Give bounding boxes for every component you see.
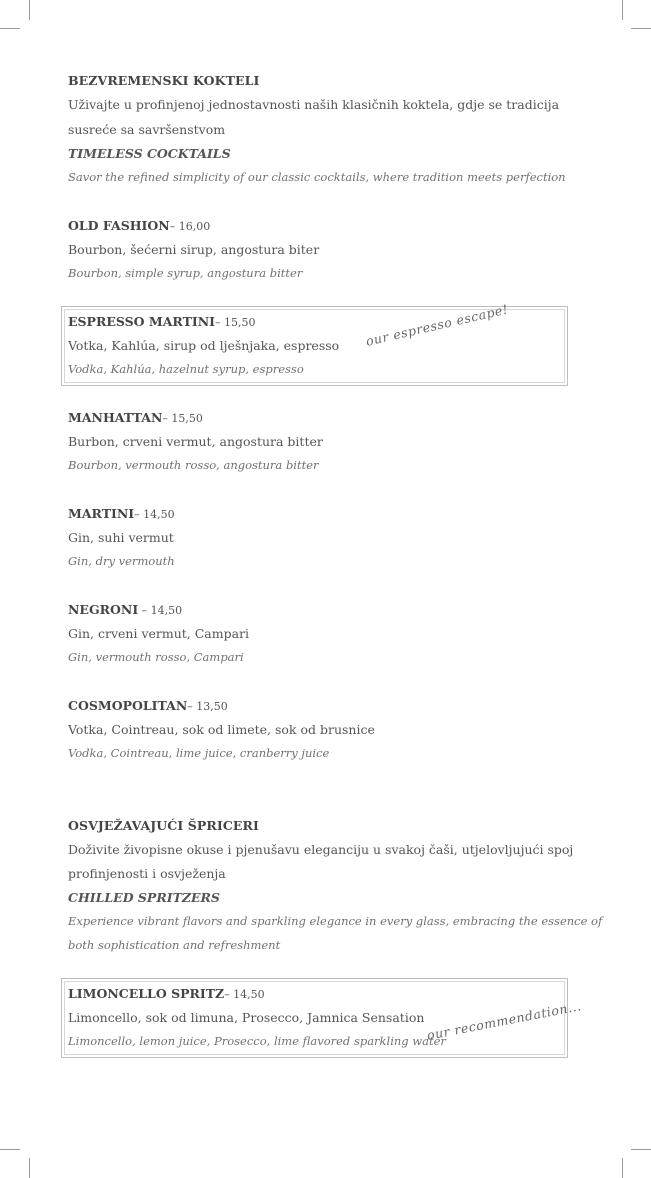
section-description: profinjenosti i osvježenja (68, 866, 226, 881)
item-name: ESPRESSO MARTINI (68, 314, 216, 329)
item-ingredients-en: Limoncello, lemon juice, Prosecco, lime flavored sparkling water (68, 1034, 446, 1048)
item-price: – 16,00 (169, 220, 211, 233)
crop-mark-bottom-right-v (622, 1158, 623, 1178)
item-name: MARTINI (68, 506, 135, 521)
crop-mark-bottom-left-v (29, 1158, 30, 1178)
section-description-en: both sophistication and refreshment (68, 938, 281, 952)
item-price: – 14,50 (138, 604, 183, 617)
item-name: LIMONCELLO SPRITZ (68, 986, 225, 1001)
item-ingredients: Limoncello, sok od limuna, Prosecco, Jamnica Sensation (68, 1010, 425, 1025)
item-ingredients-en: Bourbon, vermouth rosso, angostura bitter (68, 458, 319, 472)
crop-mark-top-right-h (631, 28, 651, 29)
item-price: – 14,50 (224, 988, 265, 1001)
item-ingredients: Votka, Kahlúa, sirup od lješnjaka, espresso (68, 338, 340, 353)
item-ingredients-en: Gin, dry vermouth (68, 554, 175, 568)
crop-mark-top-right-v (622, 0, 623, 20)
section-title-en: CHILLED SPRITZERS (68, 890, 220, 905)
item-ingredients-en: Bourbon, simple syrup, angostura bitter (68, 266, 303, 280)
item-name: OLD FASHION (68, 218, 170, 233)
item-ingredients: Bourbon, šećerni sirup, angostura biter (68, 242, 320, 257)
crop-mark-bottom-right-h (631, 1149, 651, 1150)
item-note: our recommendation... (425, 998, 583, 1043)
section-description-en: Savor the refined simplicity of our classic cocktails, where tradition meets perfection (68, 170, 566, 184)
section-title-en: TIMELESS COCKTAILS (68, 146, 231, 161)
item-price: – 14,50 (134, 508, 175, 521)
section-description: Uživajte u profinjenoj jednostavnosti naših klasičnih koktela, gdje se tradicija (68, 97, 560, 112)
item-price: – 15,50 (215, 316, 256, 329)
item-ingredients-en: Vodka, Kahlúa, hazelnut syrup, espresso (68, 362, 304, 376)
item-ingredients: Gin, crveni vermut, Campari (68, 626, 250, 641)
section-description-en: Experience vibrant flavors and sparkling elegance in every glass, embracing the essence of (68, 914, 603, 928)
item-price: – 13,50 (187, 700, 228, 713)
item-name: COSMOPOLITAN (68, 698, 188, 713)
item-name: NEGRONI (68, 602, 139, 617)
item-ingredients: Gin, suhi vermut (68, 530, 174, 545)
section-title: OSVJEŽAVAJUĆI ŠPRICERI (68, 818, 259, 833)
section-title: BEZVREMENSKI KOKTELI (68, 73, 260, 88)
crop-mark-bottom-left-h (0, 1149, 20, 1150)
item-ingredients-en: Gin, vermouth rosso, Campari (68, 650, 244, 664)
item-ingredients-en: Vodka, Cointreau, lime juice, cranberry juice (68, 746, 330, 760)
section-description: susreće sa savršenstvom (68, 122, 226, 137)
item-note: our espresso escape! (364, 301, 510, 349)
crop-mark-top-left-h (0, 28, 20, 29)
item-name: MANHATTAN (68, 410, 163, 425)
item-ingredients: Burbon, crveni vermut, angostura bitter (68, 434, 323, 449)
section-description: Doživite živopisne okuse i pjenušavu eleganciju u svakoj čaši, utjelovljujući spoj (68, 842, 574, 857)
item-ingredients: Votka, Cointreau, sok od limete, sok od brusnice (68, 722, 375, 737)
item-price: – 15,50 (162, 412, 203, 425)
crop-mark-top-left-v (29, 0, 30, 20)
